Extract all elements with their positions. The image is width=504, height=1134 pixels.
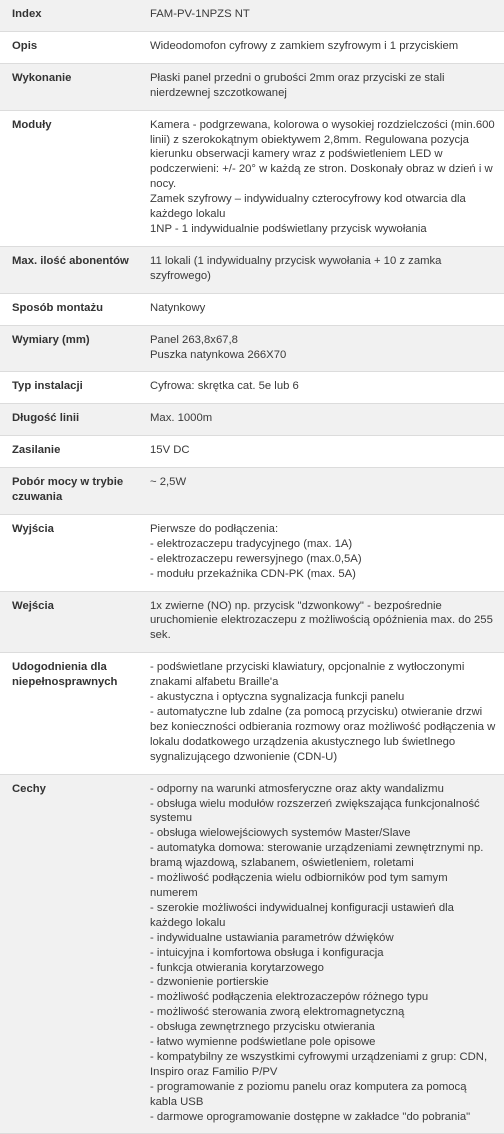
spec-value-line: - możliwość sterowania zworą elektromagnetyczną [150,1006,405,1019]
spec-row [0,653,504,774]
spec-row [0,31,504,63]
spec-label: Moduły [0,110,148,246]
spec-label: Typ instalacji [0,372,148,404]
spec-row [0,372,504,404]
spec-value-line: Puszka natynkowa 266X70 [150,348,287,361]
spec-row [0,436,504,468]
spec-value-line: Zamek szyfrowy – indywidualny czterocyfrowy kod otwarcia dla każdego lokalu [150,193,466,221]
spec-row [0,63,504,110]
spec-value [148,372,504,404]
spec-label: Max. ilość abonentów [0,246,148,293]
spec-value [148,436,504,468]
spec-value-line: 15V DC [150,444,190,457]
spec-value-line: 11 lokali (1 indywidualny przycisk wywołania + 10 z zamka szyfrowego) [150,254,442,282]
spec-value [148,468,504,515]
spec-label: Długość linii [0,404,148,436]
spec-value-line: - obsługa wielowejściowych systemów Master/Slave [150,827,411,840]
spec-value-line: FAM-PV-1NPZS NT [150,8,250,20]
spec-value [148,0,504,31]
spec-label: Wyjścia [0,514,148,591]
spec-value [148,63,504,110]
spec-value-line: - możliwość podłączenia wielu odbiorników pod tym samym numerem [150,872,448,899]
spec-value [148,293,504,325]
spec-value [148,246,504,293]
spec-label: Index [0,0,148,31]
spec-row [0,110,504,246]
spec-value [148,110,504,246]
spec-label: Cechy [0,774,148,1134]
spec-value [148,591,504,653]
spec-value-line: - obsługa wielu modułów rozszerzeń zwiększająca funkcjonalność systemu [150,797,480,825]
spec-row [0,774,504,1134]
spec-value [148,325,504,372]
spec-value-line: - automatyczne lub zdalne (za pomocą przycisku) otwieranie drzwi bez konieczności odbierania rozmowy oraz możliwość podłączenia w lokalu dodatkowego urządzenia akustycznego lub świetlnego sygnalizującego dzwonienie (CDN-U) [150,706,496,763]
spec-value-line: Płaski panel przedni o grubości 2mm oraz przyciski ze stali nierdzewnej szczotkowanej [150,71,445,99]
spec-value-line: - darmowe oprogramowanie dostępne w zakładce "do pobrania" [150,1110,471,1123]
spec-row [0,325,504,372]
spec-row [0,0,504,31]
spec-value-line: ~ 2,5W [150,476,187,489]
spec-value [148,404,504,436]
spec-value-line: - możliwość podłączenia elektrozaczepów różnego typu [150,991,429,1004]
spec-row [0,514,504,591]
spec-row [0,591,504,653]
spec-label: Pobór mocy w trybie czuwania [0,468,148,515]
spec-label: Sposób montażu [0,293,148,325]
spec-value-line: Wideodomofon cyfrowy z zamkiem szyfrowym i 1 przyciskiem [150,39,459,52]
spec-label: Wykonanie [0,63,148,110]
spec-value-line: - łatwo wymienne podświetlane pole opisowe [150,1036,376,1049]
spec-value-line: - elektrozaczepu tradycyjnego (max. 1A) [150,537,353,550]
spec-label: Wymiary (mm) [0,325,148,372]
spec-value-line: - akustyczna i optyczna sygnalizacja funkcji panelu [150,691,405,704]
spec-value-line: Pierwsze do podłączenia: [150,522,279,535]
spec-value [148,514,504,591]
spec-value-line: - szerokie możliwości indywidualnej konfiguracji ustawień dla każdego lokalu [150,901,454,929]
spec-label: Opis [0,31,148,63]
spec-value-line: - kompatybilny ze wszystkimi cyfrowymi urządzeniami z grup: CDN, Inspiro oraz Familio P/PV [150,1050,488,1078]
spec-value-line: - funkcja otwierania korytarzowego [150,961,324,974]
spec-value-line: - programowanie z poziomu panelu oraz komputera za pomocą kabla USB [150,1080,467,1108]
spec-row [0,468,504,515]
spec-value-line: - odporny na warunki atmosferyczne oraz akty wandalizmu [150,782,444,795]
spec-row [0,404,504,436]
spec-row [0,246,504,293]
spec-value-line: - automatyka domowa: sterowanie urządzeniami zewnętrznymi np. bramą wjazdową, szlabanem, oświetleniem, roletami [150,842,484,870]
spec-value-line: - podświetlane przyciski klawiatury, opcjonalnie z wytłoczonymi znakami alfabetu Braille'a [150,661,465,689]
spec-value [148,653,504,774]
spec-value-line: Cyfrowa: skrętka cat. 5e lub 6 [150,380,299,393]
spec-label: Zasilanie [0,436,148,468]
spec-value-line: - modułu przekaźnika CDN-PK (max. 5A) [150,567,356,580]
spec-value-line: - indywidualne ustawiania parametrów dźwięków [150,931,394,944]
spec-value [148,31,504,63]
spec-value-line: - dzwonienie portierskie [150,976,269,989]
spec-value-line: - obsługa zewnętrznego przycisku otwierania [150,1021,375,1034]
spec-label: Udogodnienia dla niepełnosprawnych [0,653,148,774]
spec-value-line: 1NP - 1 indywidualnie podświetlany przycisk wywołania [150,222,427,235]
spec-label: Wejścia [0,591,148,653]
spec-value-line: - elektrozaczepu rewersyjnego (max.0,5A) [150,552,362,565]
spec-value [148,774,504,1134]
spec-value-line: Panel 263,8x67,8 [150,333,238,346]
spec-value-line: Kamera - podgrzewana, kolorowa o wysokiej rozdzielczości (min.600 linii) z szerokokątnym obiektywem 2,8mm. Regulowana pozycja kierunku obserwacji kamery wraz z podświetleniem LED w podczerwieni: +/- 20° w każdą ze stron. Doskonały obraz w dzień i w nocy. [150,118,495,191]
spec-row [0,293,504,325]
spec-value-line: Max. 1000m [150,412,213,425]
spec-value-line: Natynkowy [150,301,206,314]
spec-value-line: 1x zwierne (NO) np. przycisk "dzwonkowy" - bezpośrednie uruchomienie elektrozaczepu z możliwością opóźnienia max. do 255 sek. [150,599,493,642]
spec-value-line: - intuicyjna i komfortowa obsługa i konfiguracja [150,946,384,959]
